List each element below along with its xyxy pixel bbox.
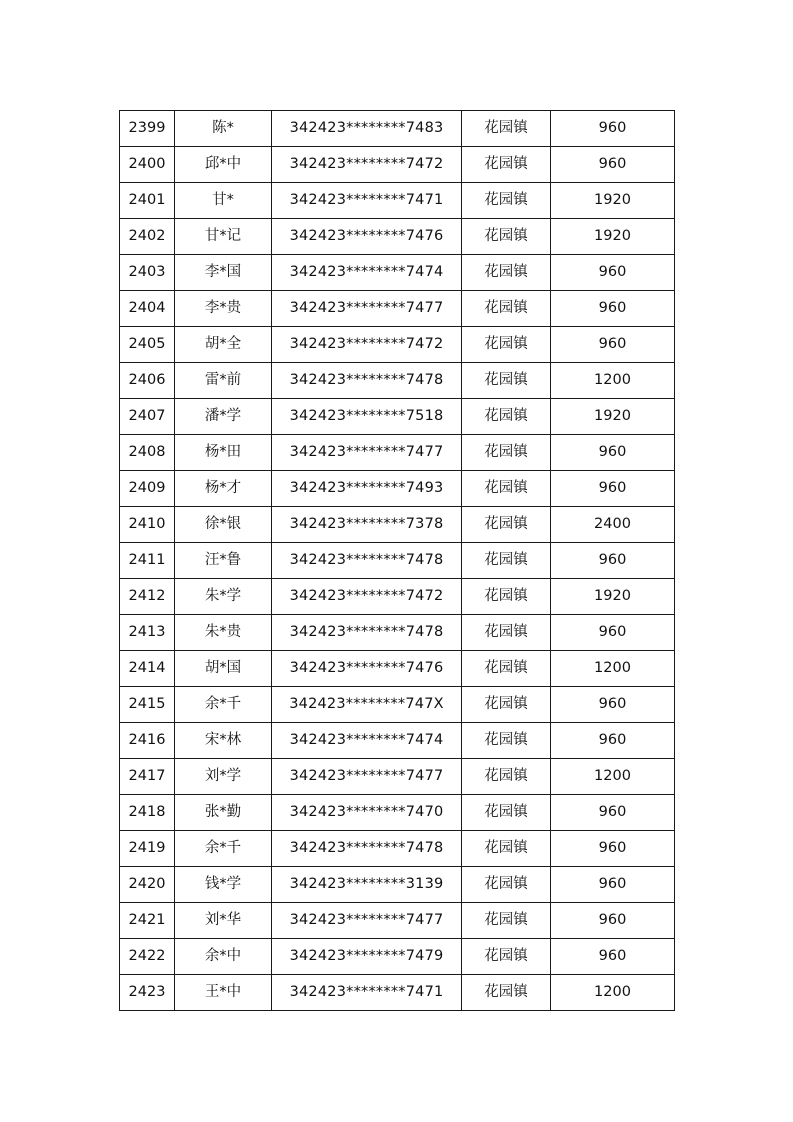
table-row xyxy=(120,543,675,579)
cell-id-number: 342423********7478 xyxy=(272,363,462,399)
cell-town: 花园镇 xyxy=(462,255,551,291)
cell-index: 2399 xyxy=(120,111,175,147)
cell-amount: 960 xyxy=(551,615,675,651)
cell-name: 张*勤 xyxy=(175,795,272,831)
cell-index: 2411 xyxy=(120,543,175,579)
cell-amount: 960 xyxy=(551,687,675,723)
cell-town: 花园镇 xyxy=(462,759,551,795)
cell-index: 2400 xyxy=(120,147,175,183)
cell-town: 花园镇 xyxy=(462,111,551,147)
cell-id-number: 342423********7479 xyxy=(272,939,462,975)
table-row xyxy=(120,291,675,327)
cell-id-number: 342423********7378 xyxy=(272,507,462,543)
cell-name: 钱*学 xyxy=(175,867,272,903)
cell-town: 花园镇 xyxy=(462,291,551,327)
cell-name: 刘*华 xyxy=(175,903,272,939)
cell-amount: 960 xyxy=(551,111,675,147)
cell-name: 徐*银 xyxy=(175,507,272,543)
cell-amount: 960 xyxy=(551,903,675,939)
cell-name: 李*国 xyxy=(175,255,272,291)
cell-id-number: 342423********7477 xyxy=(272,435,462,471)
table-row xyxy=(120,831,675,867)
cell-index: 2419 xyxy=(120,831,175,867)
table-row xyxy=(120,147,675,183)
table-row xyxy=(120,471,675,507)
cell-index: 2412 xyxy=(120,579,175,615)
cell-town: 花园镇 xyxy=(462,363,551,399)
cell-index: 2415 xyxy=(120,687,175,723)
cell-index: 2402 xyxy=(120,219,175,255)
cell-amount: 960 xyxy=(551,831,675,867)
cell-index: 2410 xyxy=(120,507,175,543)
cell-town: 花园镇 xyxy=(462,471,551,507)
roster-table xyxy=(119,110,675,1011)
cell-name: 潘*学 xyxy=(175,399,272,435)
cell-amount: 960 xyxy=(551,939,675,975)
cell-amount: 960 xyxy=(551,435,675,471)
cell-id-number: 342423********7476 xyxy=(272,651,462,687)
cell-id-number: 342423********7471 xyxy=(272,183,462,219)
cell-town: 花园镇 xyxy=(462,435,551,471)
cell-name: 王*中 xyxy=(175,975,272,1011)
cell-index: 2405 xyxy=(120,327,175,363)
cell-index: 2403 xyxy=(120,255,175,291)
table-row xyxy=(120,183,675,219)
cell-town: 花园镇 xyxy=(462,543,551,579)
cell-amount: 960 xyxy=(551,543,675,579)
cell-name: 甘*记 xyxy=(175,219,272,255)
cell-name: 朱*学 xyxy=(175,579,272,615)
cell-name: 雷*前 xyxy=(175,363,272,399)
table-row xyxy=(120,219,675,255)
cell-id-number: 342423********7470 xyxy=(272,795,462,831)
cell-name: 李*贵 xyxy=(175,291,272,327)
cell-amount: 960 xyxy=(551,867,675,903)
cell-id-number: 342423********7477 xyxy=(272,291,462,327)
table-row xyxy=(120,795,675,831)
cell-name: 甘* xyxy=(175,183,272,219)
cell-id-number: 342423********7478 xyxy=(272,831,462,867)
cell-id-number: 342423********7518 xyxy=(272,399,462,435)
cell-amount: 1920 xyxy=(551,219,675,255)
table-row xyxy=(120,363,675,399)
cell-town: 花园镇 xyxy=(462,327,551,363)
table-row xyxy=(120,615,675,651)
cell-town: 花园镇 xyxy=(462,615,551,651)
cell-amount: 960 xyxy=(551,471,675,507)
cell-name: 杨*才 xyxy=(175,471,272,507)
cell-amount: 960 xyxy=(551,147,675,183)
cell-town: 花园镇 xyxy=(462,939,551,975)
cell-index: 2417 xyxy=(120,759,175,795)
cell-town: 花园镇 xyxy=(462,795,551,831)
cell-town: 花园镇 xyxy=(462,183,551,219)
cell-id-number: 342423********7483 xyxy=(272,111,462,147)
table-row xyxy=(120,723,675,759)
table-row xyxy=(120,975,675,1011)
cell-amount: 1920 xyxy=(551,183,675,219)
table-row xyxy=(120,507,675,543)
cell-amount: 960 xyxy=(551,291,675,327)
table-row xyxy=(120,651,675,687)
cell-name: 余*千 xyxy=(175,831,272,867)
cell-index: 2420 xyxy=(120,867,175,903)
cell-index: 2408 xyxy=(120,435,175,471)
cell-town: 花园镇 xyxy=(462,903,551,939)
cell-town: 花园镇 xyxy=(462,723,551,759)
cell-town: 花园镇 xyxy=(462,219,551,255)
roster-table-body xyxy=(120,111,675,1011)
cell-id-number: 342423********7477 xyxy=(272,759,462,795)
cell-amount: 2400 xyxy=(551,507,675,543)
cell-amount: 960 xyxy=(551,327,675,363)
table-row xyxy=(120,903,675,939)
cell-index: 2409 xyxy=(120,471,175,507)
cell-id-number: 342423********7474 xyxy=(272,723,462,759)
table-row xyxy=(120,435,675,471)
cell-town: 花园镇 xyxy=(462,147,551,183)
cell-amount: 1200 xyxy=(551,363,675,399)
cell-id-number: 342423********7472 xyxy=(272,327,462,363)
cell-amount: 1200 xyxy=(551,651,675,687)
cell-name: 余*千 xyxy=(175,687,272,723)
cell-amount: 1200 xyxy=(551,975,675,1011)
cell-name: 朱*贵 xyxy=(175,615,272,651)
cell-amount: 960 xyxy=(551,255,675,291)
cell-index: 2423 xyxy=(120,975,175,1011)
cell-name: 余*中 xyxy=(175,939,272,975)
cell-town: 花园镇 xyxy=(462,867,551,903)
cell-id-number: 342423********7477 xyxy=(272,903,462,939)
cell-amount: 960 xyxy=(551,795,675,831)
cell-name: 杨*田 xyxy=(175,435,272,471)
table-row xyxy=(120,327,675,363)
cell-name: 宋*林 xyxy=(175,723,272,759)
cell-id-number: 342423********7476 xyxy=(272,219,462,255)
cell-town: 花园镇 xyxy=(462,651,551,687)
table-row xyxy=(120,687,675,723)
table-row xyxy=(120,579,675,615)
cell-id-number: 342423********7472 xyxy=(272,147,462,183)
cell-index: 2416 xyxy=(120,723,175,759)
cell-amount: 1920 xyxy=(551,399,675,435)
cell-index: 2421 xyxy=(120,903,175,939)
cell-name: 刘*学 xyxy=(175,759,272,795)
table-row xyxy=(120,867,675,903)
cell-index: 2413 xyxy=(120,615,175,651)
cell-name: 胡*全 xyxy=(175,327,272,363)
cell-id-number: 342423********7474 xyxy=(272,255,462,291)
table-row xyxy=(120,255,675,291)
cell-id-number: 342423********747X xyxy=(272,687,462,723)
cell-id-number: 342423********7478 xyxy=(272,615,462,651)
cell-index: 2414 xyxy=(120,651,175,687)
cell-name: 胡*国 xyxy=(175,651,272,687)
cell-index: 2406 xyxy=(120,363,175,399)
cell-index: 2422 xyxy=(120,939,175,975)
cell-name: 陈* xyxy=(175,111,272,147)
cell-town: 花园镇 xyxy=(462,579,551,615)
cell-amount: 1920 xyxy=(551,579,675,615)
cell-amount: 960 xyxy=(551,723,675,759)
cell-name: 邱*中 xyxy=(175,147,272,183)
cell-id-number: 342423********7478 xyxy=(272,543,462,579)
cell-id-number: 342423********7493 xyxy=(272,471,462,507)
cell-town: 花园镇 xyxy=(462,507,551,543)
table-row xyxy=(120,759,675,795)
cell-index: 2404 xyxy=(120,291,175,327)
cell-town: 花园镇 xyxy=(462,687,551,723)
table-row xyxy=(120,111,675,147)
table-row xyxy=(120,939,675,975)
cell-id-number: 342423********7472 xyxy=(272,579,462,615)
cell-town: 花园镇 xyxy=(462,399,551,435)
cell-index: 2418 xyxy=(120,795,175,831)
cell-index: 2401 xyxy=(120,183,175,219)
table-row xyxy=(120,399,675,435)
cell-index: 2407 xyxy=(120,399,175,435)
cell-town: 花园镇 xyxy=(462,975,551,1011)
cell-name: 汪*鲁 xyxy=(175,543,272,579)
cell-id-number: 342423********7471 xyxy=(272,975,462,1011)
cell-amount: 1200 xyxy=(551,759,675,795)
cell-id-number: 342423********3139 xyxy=(272,867,462,903)
cell-town: 花园镇 xyxy=(462,831,551,867)
